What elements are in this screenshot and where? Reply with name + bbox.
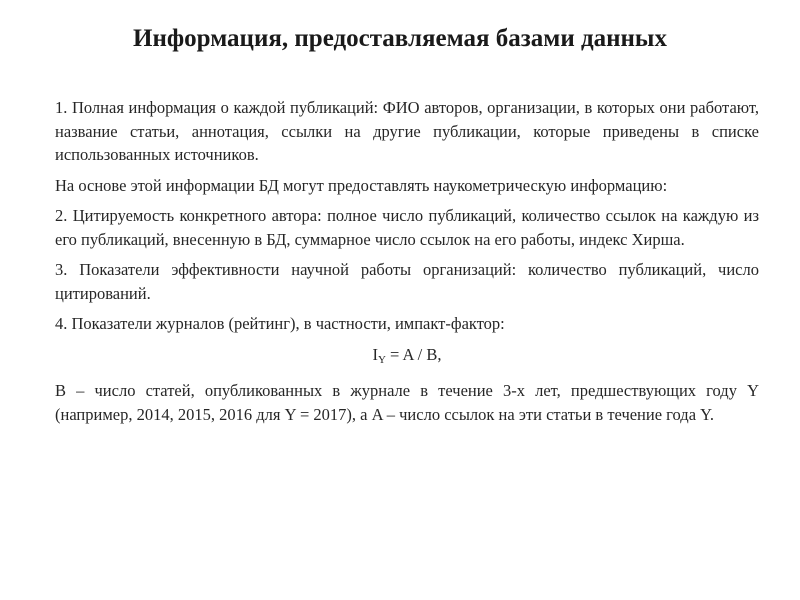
formula-rest: = A / B, — [385, 344, 442, 364]
page-title: Информация, предоставляемая базами данных — [133, 25, 667, 52]
slide-body — [55, 96, 759, 433]
paragraph-scientometric-intro: На основе этой информации БД могут предоставлять наукометрическую информацию: — [55, 175, 668, 195]
paragraph-full-info: 1. Полная информация о каждой публикаций: ФИО авторов, организации, в которых они работают, название статьи, аннотация, ссылки на другие публикации, которые приведены в списке использованных источников. — [55, 98, 759, 164]
paragraph-journal-metrics: 4. Показатели журналов (рейтинг), в частности, импакт-фактор: — [55, 314, 505, 333]
paragraph-organization-metrics: 3. Показатели эффективности научной работы организаций: количество публикаций, число цитирований. — [55, 260, 759, 303]
paragraph-formula-explanation: B – число статей, опубликованных в журнале в течение 3-х лет, предшествующих году Y (например, 2014, 2015, 2016 для Y = 2017), а A – число ссылок на эти статьи в течение года Y. — [55, 381, 759, 424]
paragraph-author-citations: 2. Цитируемость конкретного автора: полное число публикаций, количество ссылок на каждую из его публикаций, внесенную в БД, суммарное число ссылок на его работы, индекс Хирша. — [55, 206, 759, 249]
impact-factor-formula — [55, 343, 759, 373]
formula-base: I — [372, 344, 378, 364]
formula-subscript: Y — [377, 353, 386, 366]
